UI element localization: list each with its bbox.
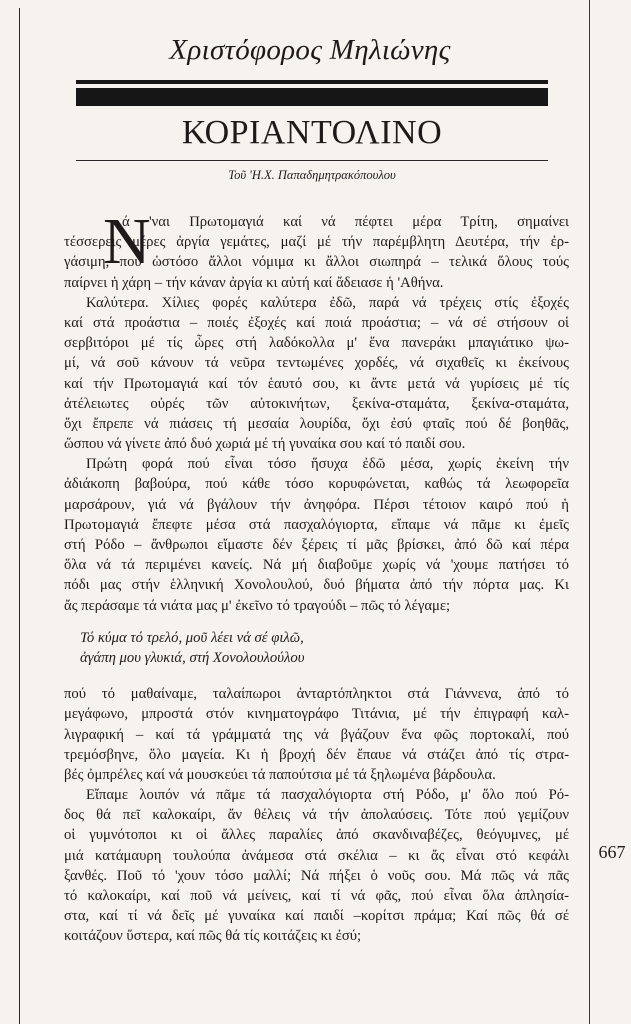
text-line: οἱ γυμνότοποι κι οἱ ἄλλες παραλίες ἀπό σκανδιναβέζες, θεόγυμνες, μέ [64,827,569,844]
article-title: ΚΟΡΙΑΝΤΟΛΙΝΟ [181,114,443,151]
right-margin-line [589,0,590,1024]
text-line: ά 'ναι Πρωτομαγιά καί νά πέφτει μέρα Τρίτη, σημαίνει [122,214,569,230]
text-line: δος θά πεῖ καλοκαίρι, ἄν θέλεις νά τήν ἀπολαύσεις. Τότε πού γεμίζουν [64,807,569,824]
text-line: παίρνει ἡ χάρη – τήν κάναν ἀργία κι αὐτή καί ἄδειασε ἡ 'Αθήνα. [64,274,444,291]
text-line: ὥσπου νά γίνετε ἀπό δυό χωριά μέ τή γυναίκα σου καί τό παιδί σου. [64,436,466,453]
text-line: Εἴπαμε λοιπόν νά πᾶμε τά πασχαλόγιορτα στή Ρόδο, μ' ὅλο πού Ρό- [86,787,569,804]
header-band [76,88,548,106]
text-line: ὅλα νά τά περιμένει κανείς. Νά μή διαβοῦμε χωρίς νά 'χουμε πατήσει τό [64,557,569,574]
text-line: τρεμόσβηνε, ὅλο μαγεία. Κι ἡ βροχή δέν ἔπαυε νά στάζει ἀπό τίς στρα- [64,746,569,763]
text-line: πού τό μαθαίναμε, ταλαίπωροι ἀνταρτόπληκτοι στά Γιάννενα, ἀπό τό [64,686,569,703]
drop-cap: Ν [103,205,151,278]
text-line: ἀτέλειωτες οὐρές τῶν αὐτοκινήτων, ξεκίνα-σταμάτα, ξεκίνα-σταμάτα, [64,395,569,412]
text-line: Πρωτομαγιά ἔπεφτε μέσα στά πασχαλόγιορτα, εἴπαμε νά πᾶμε κι ἐμεῖς [64,516,569,533]
text-line: στα, καί τί νά δεῖς μέ γυναίκα καί παιδί –κορίτσι πράμα; Καί πῶς θά σέ [64,908,569,925]
text-line: τέσσερεις μέρες ἀργία γεμάτες, μαζί μέ τήν παρέμβλητη Δευτέρα, τήν ἐρ- [64,234,569,251]
article-body [64,205,569,947]
verse-line: Τό κύμα τό τρελό, μοῦ λέει νά σέ φιλῶ, [80,629,304,646]
text-line: κοιτάζουν ὕστερα, καί πῶς θά τίς κοιτάζεις κι ἐσύ; [64,928,362,945]
text-line: Καλύτερα. Χίλιες φορές καλύτερα ἐδῶ, παρά νά τρέχεις στίς ἐξοχές [86,294,569,311]
text-line: μιά κατάμαυρη τουλούπα ἀνάμεσα στά σκέλια – κι ἄς εἶναι στό κεφάλι [64,847,569,864]
text-line: μί, νά σοῦ κάνουν τά νεῦρα τεντωμένες χορδές, νά σιχαθεῖς κι ἐκείνους [64,355,569,372]
verse-line: ἀγάπη μου γλυκιά, στή Χονολουλούλου [80,649,305,666]
title-underline [76,160,548,161]
left-margin-line [19,8,20,1024]
text-line: ἄς περάσαμε τά νιάτα μας μ' ἐκεῖνο τό τραγούδι – πῶς τό λέγαμε; [64,597,451,614]
text-line: ἀδιάκοπη βαβούρα, πού κάθε τόσο κορυφώνεται, καθώς τά λεωφορεῖα [64,476,569,493]
byline: Τοῦ 'Η.Χ. Παπαδημητρακόπουλου [228,168,396,182]
text-line: πόδι μας στήν ἑλληνική Χονολουλού, δυό βήματα ἀπό τήν πόρτα μας. Κι [64,577,569,594]
author-name: Χριστόφορος Μηλιώνης [169,34,451,66]
header-rule [76,80,548,84]
text-line: σερβιτόροι μέ τίς ὧρες στή λαδόκολλα μ' ἕνα πανεράκι μπαγιάτικο ψω- [64,335,569,352]
text-line: στή Ρόδο – ἄνθρωποι εἴμαστε δέν ξέρεις τί μᾶς βρίσκει, ἀπό δῶ καί πέρα [64,537,569,553]
text-line: καί στά προάστια – ποιές ἐξοχές καί ποιά προάστια; – νά σέ στήσουν οἱ [64,314,569,331]
page-number: 667 [598,842,626,862]
text-line: γάσιμη, πού ὡστόσο ἄλλοι νόμιμα κι ἄλλοι σιωπηρά – τελικά ὅλους τούς [64,254,569,271]
text-line: τό καλοκαίρι, καί ποῦ νά μείνεις, καί τί νά φᾶς, πού εἶναι ὅλα ἀπλησία- [64,888,569,904]
text-line: Πρώτη φορά πού εἶναι τόσο ἥσυχα ἐδῶ μέσα, χωρίς ἐκείνη τήν [86,456,569,473]
text-line: βές ὀμπρέλες καί νά μουσκεύει τά παπούτσια μέ τά ξηλωμένα βάρδουλα. [64,766,496,783]
text-line: μαρσάρουν, γιά νά βγάλουν τήν ἀνηφόρα. Πέρσι τέτοιον καιρό πού ἡ [64,496,569,513]
text-line: μεγάφωνο, μπροστά στόν κινηματογράφο Τιτάνια, μέ τήν ἐπιγραφή καλ- [64,706,569,723]
text-line: ὄχι ἔπρεπε νά πιάσεις τή μεσαία λουρίδα, ὄχι ἐσύ φταῖς πού δέ βοηθᾶς, [64,415,569,432]
text-line: λιγραφική – καί τά γράμματά της νά βγάζουν ἕνα φῶς πορτοκαλί, πού [64,726,569,743]
text-line: καί τήν Πρωτομαγιά καί τόν ἑαυτό σου, κι ἄντε μετά νά γυρίσεις μέ τίς [64,375,569,392]
text-line: ξανθές. Ποῦ τό 'χουν τόσο μαλλί; Νά πήξει ὁ νοῦς σου. Μά πῶς νά πᾶς [64,867,569,884]
